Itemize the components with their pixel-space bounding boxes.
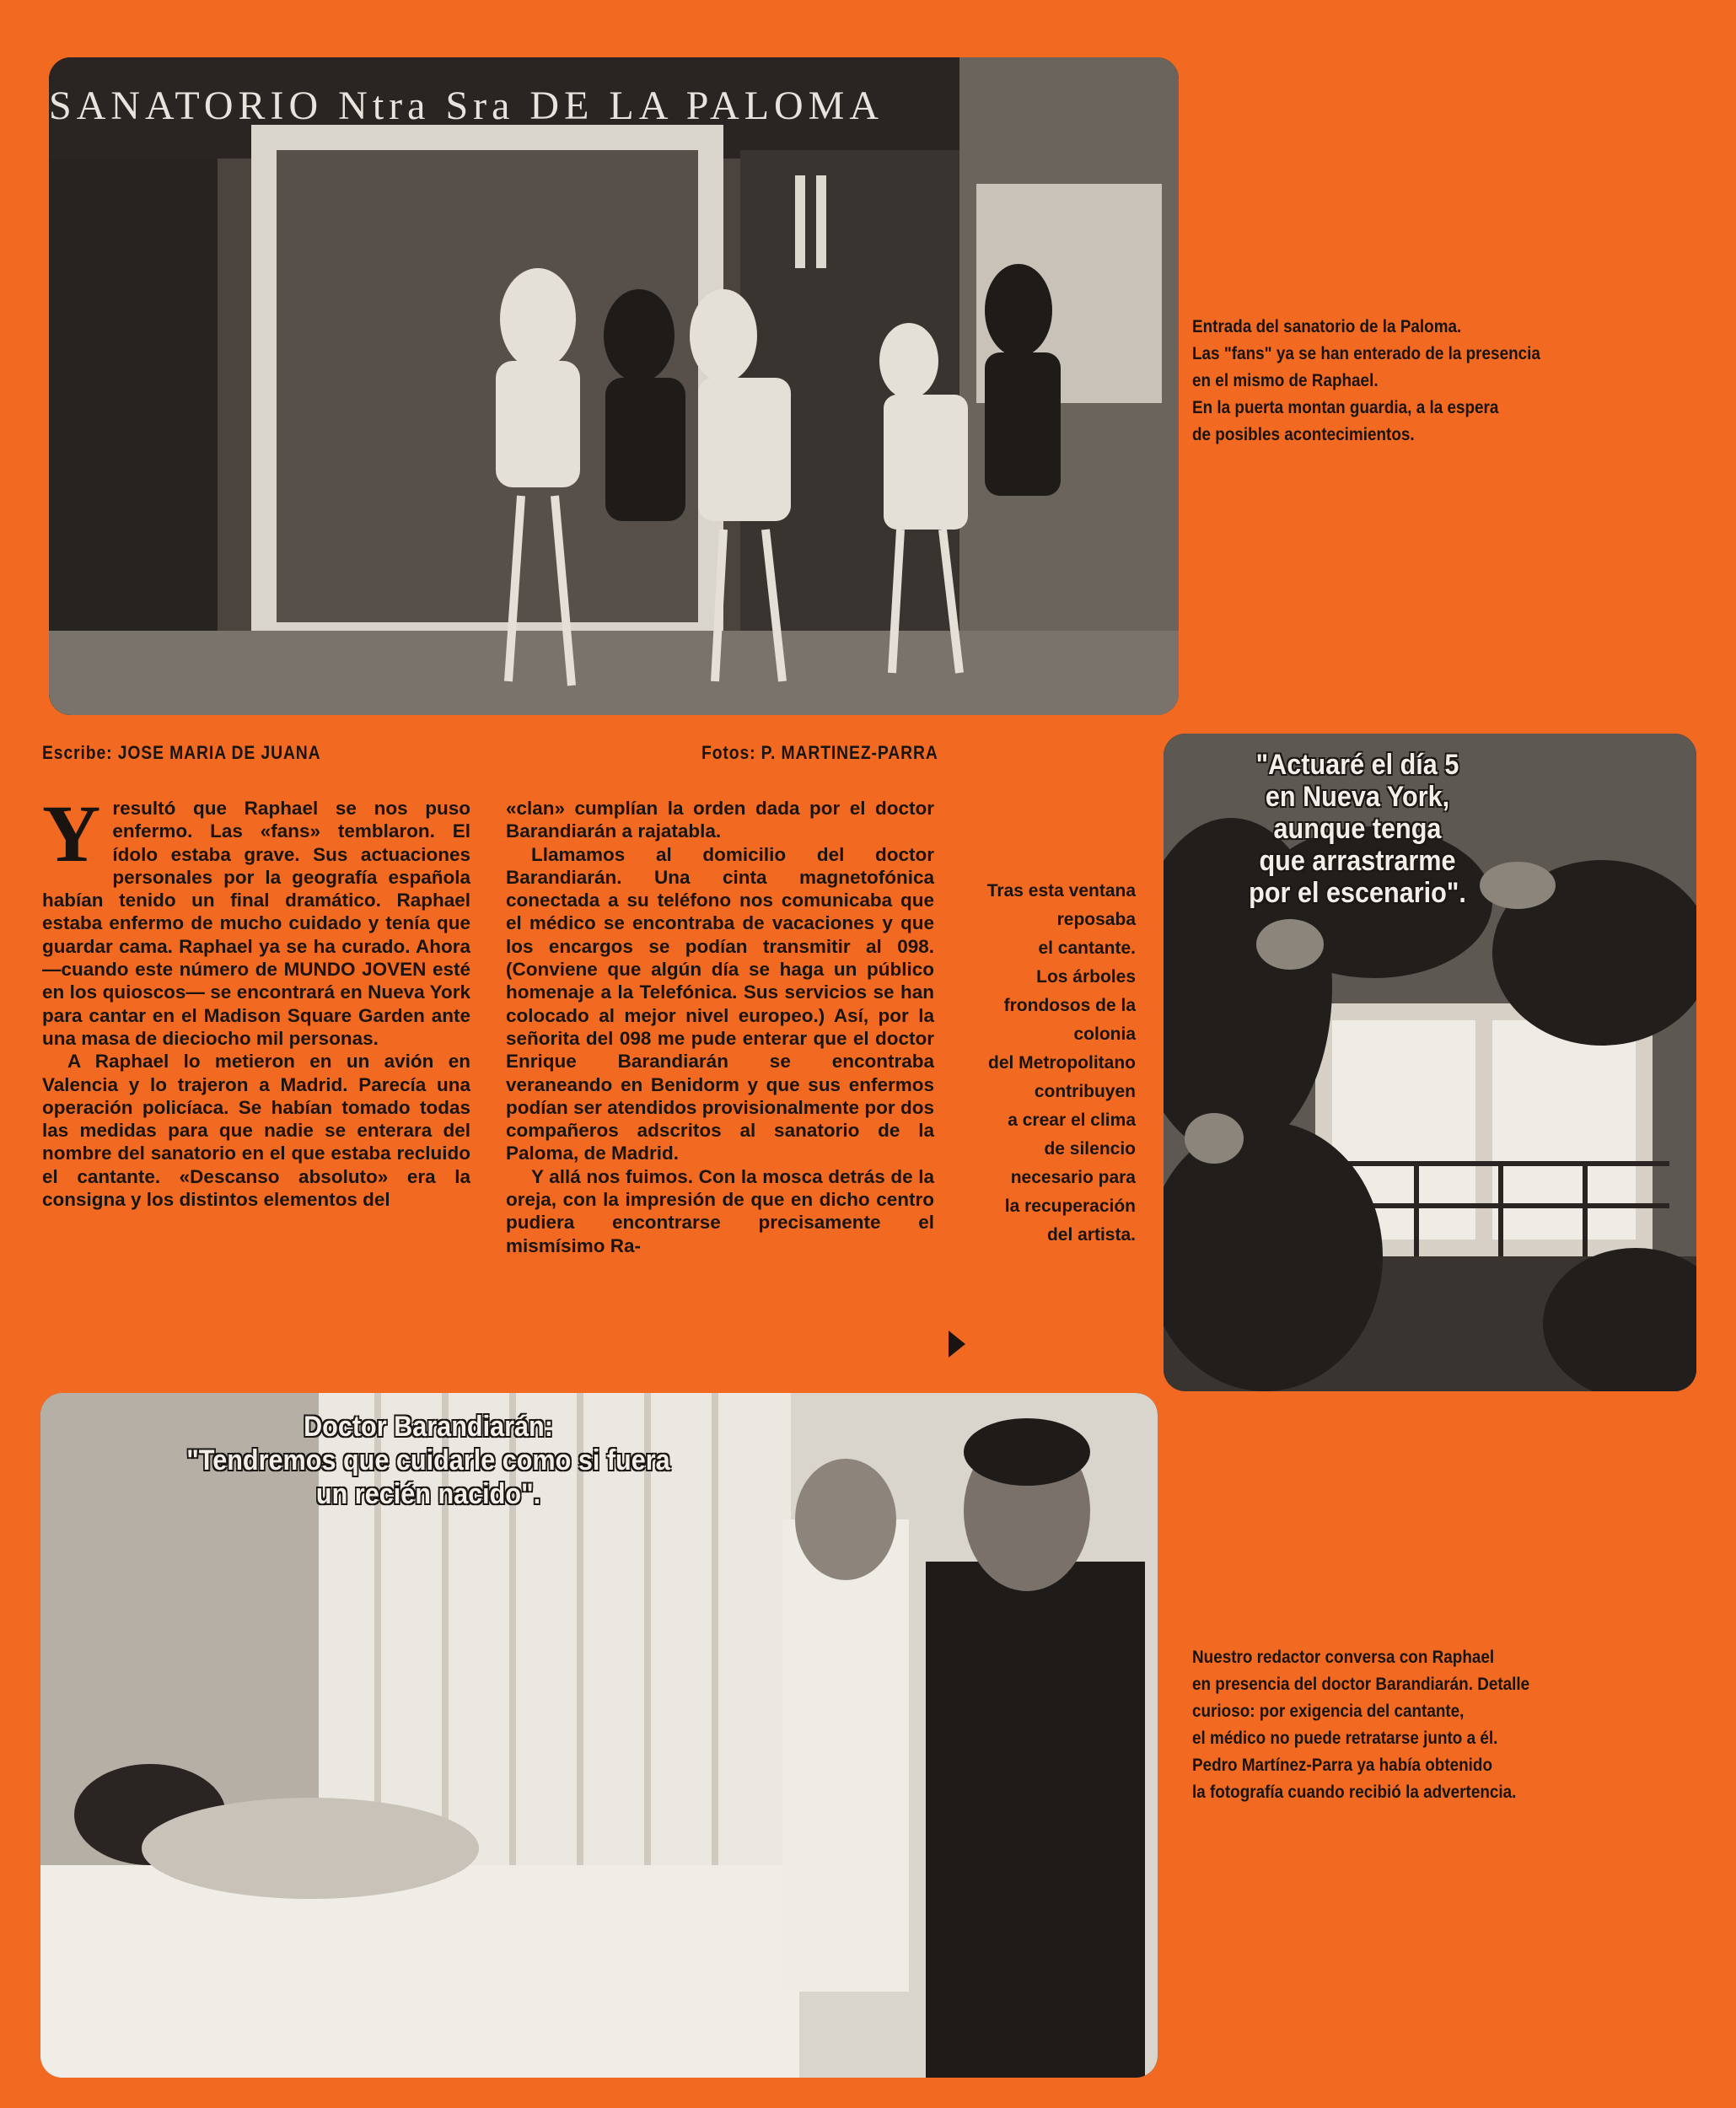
caption-line: frondosos de la xyxy=(1003,996,1136,1015)
continue-arrow-icon xyxy=(949,1331,965,1358)
caption-line: a crear el clima xyxy=(1008,1110,1136,1130)
sanatorium-sign: SANATORIO Ntra Sra DE LA PALOMA xyxy=(49,83,884,128)
article-paragraph: «clan» cumplían la orden dada por el doctor Barandiarán a rajatabla. xyxy=(506,798,934,842)
caption-line: Tras esta ventana xyxy=(986,881,1136,901)
caption-line: En la puerta montan guardia, a la espera xyxy=(1192,398,1499,417)
caption-line: de posibles acontecimientos. xyxy=(1192,425,1415,444)
article-column-1 xyxy=(42,788,470,1211)
caption-line: curioso: por exigencia del cantante, xyxy=(1192,1702,1465,1721)
quote-line: "Tendremos que cuidarle como si fuera xyxy=(186,1444,670,1476)
quote-line: por el escenario". xyxy=(1249,877,1466,909)
caption-line: la fotografía cuando recibió la advertencia. xyxy=(1192,1783,1517,1802)
photo-hospital-room xyxy=(40,1393,1158,2078)
photo-window-trees xyxy=(1164,734,1696,1391)
article-paragraph: A Raphael lo metieron en un avión en Valencia y lo trajeron a Madrid. Parecía una operación policíaca. Se habían tomado todas las medidas para que nadie se enterara del nombre del sanatorio en el que estaba recluido el cantante. «Descanso absoluto» era la consigna y los distintos elementos del xyxy=(42,1051,470,1211)
photo-sanatorium-illustration xyxy=(49,57,1179,715)
article-paragraph: Y allá nos fuimos. Con la mosca detrás de la oreja, con la impresión de que en dicho centro pudiera encontrarse precisamente el mismísimo Ra- xyxy=(506,1165,934,1256)
article-column-2 xyxy=(506,797,934,1257)
caption-line: de silencio xyxy=(1044,1139,1136,1159)
paragraph-text: resultó que Raphael se nos puso enfermo. Las «fans» temblaron. El ídolo estaba grave. Sus actuaciones personales por la geografía española habían tenido un final dramático. Raphael estaba enfermo de mucho cuidado y tenía que guardar cama. Raphael ya se ha curado. Ahora —cuando este número de MUNDO JOVEN esté en los quioscos— se encontrará en Nueva York para cantar en el Madison Square Garden ante una masa de dieciocho mil personas. xyxy=(42,798,470,1049)
caption-line: la recuperación xyxy=(1004,1197,1136,1216)
caption-line: el médico no puede retratarse junto a él. xyxy=(1192,1729,1498,1748)
drop-cap: Y xyxy=(42,788,101,879)
quote-line: un recién nacido". xyxy=(315,1478,541,1510)
caption-line: el cantante. xyxy=(1038,938,1136,958)
byline-author: Escribe: JOSE MARIA DE JUANA xyxy=(42,742,321,763)
quote-line: en Nueva York, xyxy=(1265,781,1450,813)
quote-doctor xyxy=(163,1410,694,1511)
caption-window xyxy=(938,877,1136,1250)
quote-line: Doctor Barandiarán: xyxy=(304,1411,553,1443)
caption-line: contribuyen xyxy=(1034,1082,1136,1101)
caption-line: Los árboles xyxy=(1036,967,1136,987)
quote-line: "Actuaré el día 5 xyxy=(1255,749,1459,781)
caption-line: del artista. xyxy=(1046,1225,1136,1245)
caption-line: necesario para xyxy=(1010,1168,1136,1187)
caption-line: Pedro Martínez-Parra ya había obtenido xyxy=(1192,1756,1493,1775)
caption-line: en el mismo de Raphael. xyxy=(1192,371,1379,390)
caption-line: en presencia del doctor Barandiarán. Detalle xyxy=(1192,1675,1530,1694)
quote-line: aunque tenga xyxy=(1273,813,1442,845)
caption-line: del Metropolitano xyxy=(988,1053,1136,1073)
caption-line: Las "fans" ya se han enterado de la presencia xyxy=(1192,344,1540,363)
byline-photos: Fotos: P. MARTINEZ-PARRA xyxy=(701,742,938,763)
quote-raphael xyxy=(1198,749,1517,909)
photo-sanatorium-entrance xyxy=(49,57,1179,715)
caption-hospital-room xyxy=(1192,1644,1529,1806)
caption-entrance xyxy=(1192,314,1540,449)
article-paragraph: Llamamos al domicilio del doctor Barandiarán. Una cinta magnetofónica conectada a su teléfono nos comunicaba que el médico se encontraba de vacaciones y que los encargos se podían transmitir al 098. (Conviene que algún día se haga un público homenaje a la Telefónica. Sus servicios se han colocado al mejor nivel europeo.) Así, por la señorita del 098 me pude enterar que el doctor Enrique Barandiarán se encontraba veraneando en Benidorm y que sus enfermos podían ser atendidos provisionalmente por dos compañeros adscritos al sanatorio de la Paloma, de Madrid. xyxy=(506,843,934,1164)
caption-line: colonia xyxy=(1073,1024,1136,1044)
article-paragraph xyxy=(42,788,470,1050)
caption-line: reposaba xyxy=(1056,910,1136,929)
caption-line: Nuestro redactor conversa con Raphael xyxy=(1192,1648,1495,1667)
caption-line: Entrada del sanatorio de la Paloma. xyxy=(1192,317,1462,336)
quote-line: que arrastrarme xyxy=(1259,845,1456,877)
